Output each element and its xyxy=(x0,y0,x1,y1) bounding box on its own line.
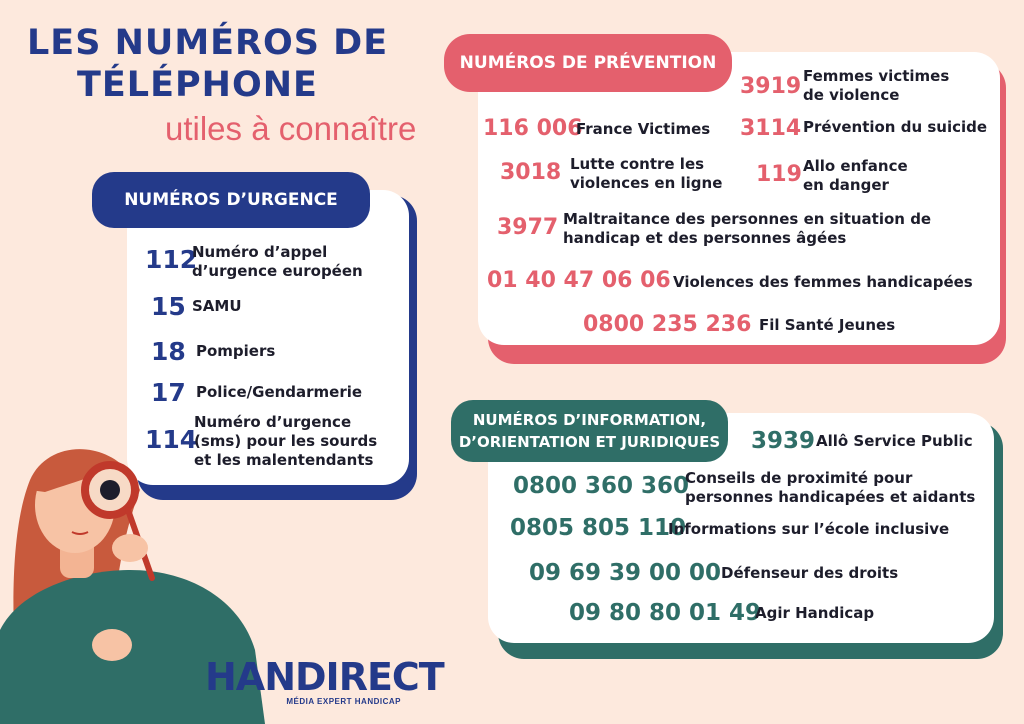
prevention-title: NUMÉROS DE PRÉVENTION xyxy=(444,34,732,92)
urgence-label: d’urgence européen xyxy=(192,262,363,280)
urgence-number-114: 114 xyxy=(145,425,198,454)
information-label: Allô Service Public xyxy=(816,432,973,450)
urgence-number-18: 18 xyxy=(151,337,186,366)
prevention-label: handicap et des personnes âgées xyxy=(563,229,847,247)
prevention-number: 3018 xyxy=(500,160,562,185)
information-label: Agir Handicap xyxy=(755,604,875,622)
information-number: 0805 805 110 xyxy=(510,515,687,541)
prevention-label: Lutte contre les xyxy=(570,155,705,173)
handirect-logo xyxy=(205,655,444,713)
title-line-1: LES NUMÉROS DE xyxy=(27,23,389,63)
information-number: 3939 xyxy=(751,428,816,454)
information-title xyxy=(451,400,728,462)
prevention-number: 01 40 47 06 06 xyxy=(487,268,671,293)
prevention-label: Violences des femmes handicapées xyxy=(673,273,973,291)
urgence-label: Pompiers xyxy=(196,342,276,360)
information-title-line-1: NUMÉROS D’INFORMATION, xyxy=(472,411,707,429)
prevention-label: Allo enfance xyxy=(803,157,908,175)
urgence-number-17: 17 xyxy=(151,378,186,407)
prevention-label: en danger xyxy=(803,176,889,194)
prevention-label: Prévention du suicide xyxy=(803,118,988,136)
information-title-line-2: D’ORIENTATION ET JURIDIQUES xyxy=(458,433,721,451)
prevention-number: 3919 xyxy=(740,74,802,99)
prevention-label: de violence xyxy=(803,86,900,104)
urgence-label: (sms) pour les sourds xyxy=(194,432,378,450)
information-label: Conseils de proximité pour xyxy=(685,469,913,487)
prevention-label: France Victimes xyxy=(576,120,711,138)
prevention-number: 116 006 xyxy=(483,116,583,141)
prevention-card xyxy=(478,52,1000,345)
prevention-label: Fil Santé Jeunes xyxy=(759,316,896,334)
urgence-title: NUMÉROS D’URGENCE xyxy=(92,172,370,228)
urgence-label: Police/Gendarmerie xyxy=(196,383,363,401)
prevention-number: 119 xyxy=(756,162,802,187)
urgence-label: et les malentendants xyxy=(194,451,374,469)
prevention-number: 0800 235 236 xyxy=(583,312,752,337)
prevention-label: violences en ligne xyxy=(570,174,723,192)
logo-word: HANDIRECT xyxy=(205,655,444,699)
urgence-label: Numéro d’appel xyxy=(192,243,328,261)
urgence-label: Numéro d’urgence xyxy=(194,413,352,431)
page-subtitle: utiles à connaître xyxy=(165,110,417,147)
title-line-2: TÉLÉPHONE xyxy=(77,65,318,105)
prevention-number: 3977 xyxy=(497,215,559,240)
information-label: Informations sur l’école inclusive xyxy=(668,520,950,538)
information-label: personnes handicapées et aidants xyxy=(685,488,976,506)
information-label: Défenseur des droits xyxy=(721,564,899,582)
page-title xyxy=(27,22,388,106)
urgence-label: SAMU xyxy=(192,297,242,315)
urgence-number-15: 15 xyxy=(151,292,186,321)
prevention-label: Maltraitance des personnes en situation de xyxy=(563,210,932,228)
information-number: 09 80 80 01 49 xyxy=(569,600,762,626)
prevention-label: Femmes victimes xyxy=(803,67,950,85)
urgence-number-112: 112 xyxy=(145,245,198,274)
logo-tagline: MÉDIA EXPERT HANDICAP xyxy=(286,697,401,706)
prevention-number: 3114 xyxy=(740,116,802,141)
information-number: 09 69 39 00 00 xyxy=(529,560,722,586)
information-number: 0800 360 360 xyxy=(513,473,690,499)
